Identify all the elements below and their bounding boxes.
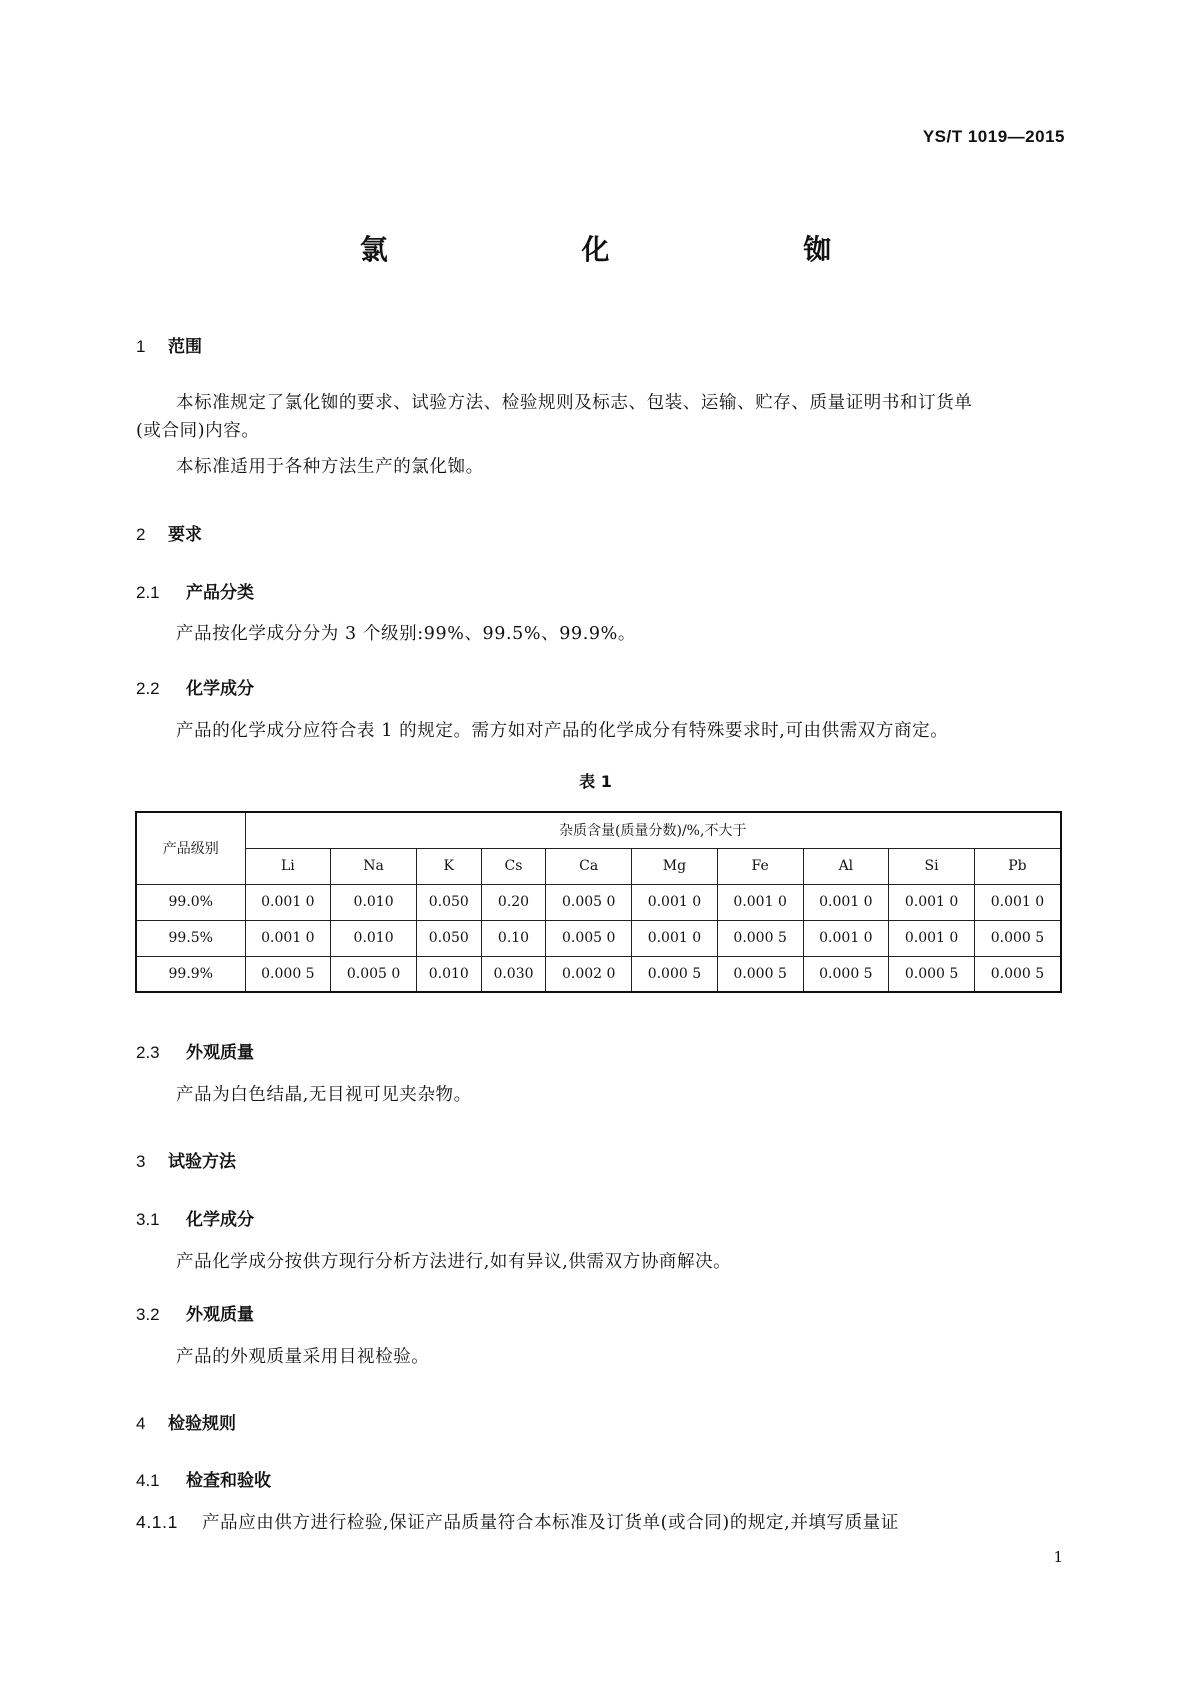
section-number: 2.2 <box>136 679 160 698</box>
section-2-heading <box>136 520 202 545</box>
clause-text: 产品应由供方进行检验,保证产品质量符合本标准及订货单(或合同)的规定,并填写质量证 <box>202 1513 899 1533</box>
element-header: Al <box>803 848 889 884</box>
value-cell: 0.010 <box>331 884 417 920</box>
element-header: Pb <box>974 848 1061 884</box>
section-number: 4 <box>136 1414 146 1433</box>
section-title: 检验规则 <box>168 1414 236 1434</box>
value-cell: 0.20 <box>481 884 546 920</box>
element-header: Si <box>889 848 975 884</box>
value-cell: 0.001 0 <box>717 884 803 920</box>
clause-number: 4.1.1 <box>136 1512 178 1532</box>
section-number: 2 <box>136 525 146 544</box>
clause-4-1-1 <box>136 1508 1061 1537</box>
impurity-table <box>135 811 1062 993</box>
value-cell: 0.001 0 <box>245 884 331 920</box>
value-cell: 0.000 5 <box>889 956 975 992</box>
section-4-1-heading <box>136 1466 271 1491</box>
value-cell: 0.002 0 <box>546 956 632 992</box>
grade-cell: 99.0% <box>136 884 245 920</box>
value-cell: 0.030 <box>481 956 546 992</box>
value-cell: 0.001 0 <box>632 920 718 956</box>
value-cell: 0.000 5 <box>803 956 889 992</box>
value-cell: 0.005 0 <box>331 956 417 992</box>
value-cell: 0.000 5 <box>632 956 718 992</box>
section-title: 化学成分 <box>186 679 254 699</box>
value-cell: 0.10 <box>481 920 546 956</box>
grade-cell: 99.9% <box>136 956 245 992</box>
value-cell: 0.050 <box>416 920 481 956</box>
value-cell: 0.001 0 <box>632 884 718 920</box>
section-number: 3.2 <box>136 1305 160 1324</box>
section-3-heading <box>136 1147 236 1172</box>
table-caption: 表 1 <box>579 772 612 791</box>
element-header-row <box>136 848 1061 884</box>
value-cell: 0.000 5 <box>974 920 1061 956</box>
section-number: 2.3 <box>136 1043 160 1062</box>
section-title: 外观质量 <box>186 1305 254 1325</box>
paragraph: 本标准规定了氯化铷的要求、试验方法、检验规则及标志、包装、运输、贮存、质量证明书和订货单 <box>176 393 973 413</box>
section-number: 3.1 <box>136 1210 160 1229</box>
paragraph: 本标准适用于各种方法生产的氯化铷。 <box>176 457 484 477</box>
section-number: 4.1 <box>136 1471 160 1490</box>
standard-code: YS/T 1019—2015 <box>922 127 1065 146</box>
section-2-1-heading <box>136 578 254 603</box>
grade-header: 产品级别 <box>136 812 245 884</box>
section-3-1-heading <box>136 1205 254 1230</box>
paragraph: 产品化学成分按供方现行分析方法进行,如有异议,供需双方协商解决。 <box>176 1252 732 1272</box>
value-cell: 0.050 <box>416 884 481 920</box>
element-header: Mg <box>632 848 718 884</box>
section-2-2-heading <box>136 674 254 699</box>
section-1-heading <box>136 332 202 357</box>
section-2-3-heading <box>136 1038 254 1063</box>
section-4-heading <box>136 1409 236 1434</box>
element-header: Ca <box>546 848 632 884</box>
value-cell: 0.010 <box>331 920 417 956</box>
value-cell: 0.001 0 <box>245 920 331 956</box>
value-cell: 0.000 5 <box>245 956 331 992</box>
document-title: 氯 化 铷 <box>359 233 894 266</box>
value-cell: 0.001 0 <box>974 884 1061 920</box>
section-3-2-heading <box>136 1300 254 1325</box>
element-header: Cs <box>481 848 546 884</box>
grade-cell: 99.5% <box>136 920 245 956</box>
value-cell: 0.000 5 <box>974 956 1061 992</box>
value-cell: 0.010 <box>416 956 481 992</box>
table-row <box>136 884 1061 920</box>
value-cell: 0.001 0 <box>889 884 975 920</box>
section-number: 1 <box>136 337 146 356</box>
value-cell: 0.005 0 <box>546 884 632 920</box>
element-header: Li <box>245 848 331 884</box>
element-header: K <box>416 848 481 884</box>
section-title: 要求 <box>168 525 202 545</box>
impurity-header: 杂质含量(质量分数)/%,不大于 <box>245 812 1061 848</box>
section-number: 3 <box>136 1152 146 1171</box>
paragraph: 产品的化学成分应符合表 1 的规定。需方如对产品的化学成分有特殊要求时,可由供需双方商定。 <box>176 721 949 741</box>
value-cell: 0.005 0 <box>546 920 632 956</box>
table-row <box>136 956 1061 992</box>
page-number: 1 <box>1053 1548 1063 1566</box>
paragraph: 产品按化学成分分为 3 个级别:99%、99.5%、99.9%。 <box>176 624 636 644</box>
value-cell: 0.001 0 <box>803 884 889 920</box>
section-title: 范围 <box>168 337 202 357</box>
section-title: 产品分类 <box>186 583 254 603</box>
section-title: 检查和验收 <box>186 1471 271 1491</box>
value-cell: 0.000 5 <box>717 920 803 956</box>
value-cell: 0.001 0 <box>889 920 975 956</box>
table-row <box>136 920 1061 956</box>
value-cell: 0.001 0 <box>803 920 889 956</box>
element-header: Fe <box>717 848 803 884</box>
paragraph: 产品的外观质量采用目视检验。 <box>176 1347 430 1367</box>
paragraph: 产品为白色结晶,无目视可见夹杂物。 <box>176 1085 472 1105</box>
value-cell: 0.000 5 <box>717 956 803 992</box>
paragraph: (或合同)内容。 <box>136 421 260 441</box>
section-title: 化学成分 <box>186 1210 254 1230</box>
section-title: 外观质量 <box>186 1043 254 1063</box>
element-header: Na <box>331 848 417 884</box>
section-number: 2.1 <box>136 583 160 602</box>
section-title: 试验方法 <box>168 1152 236 1172</box>
